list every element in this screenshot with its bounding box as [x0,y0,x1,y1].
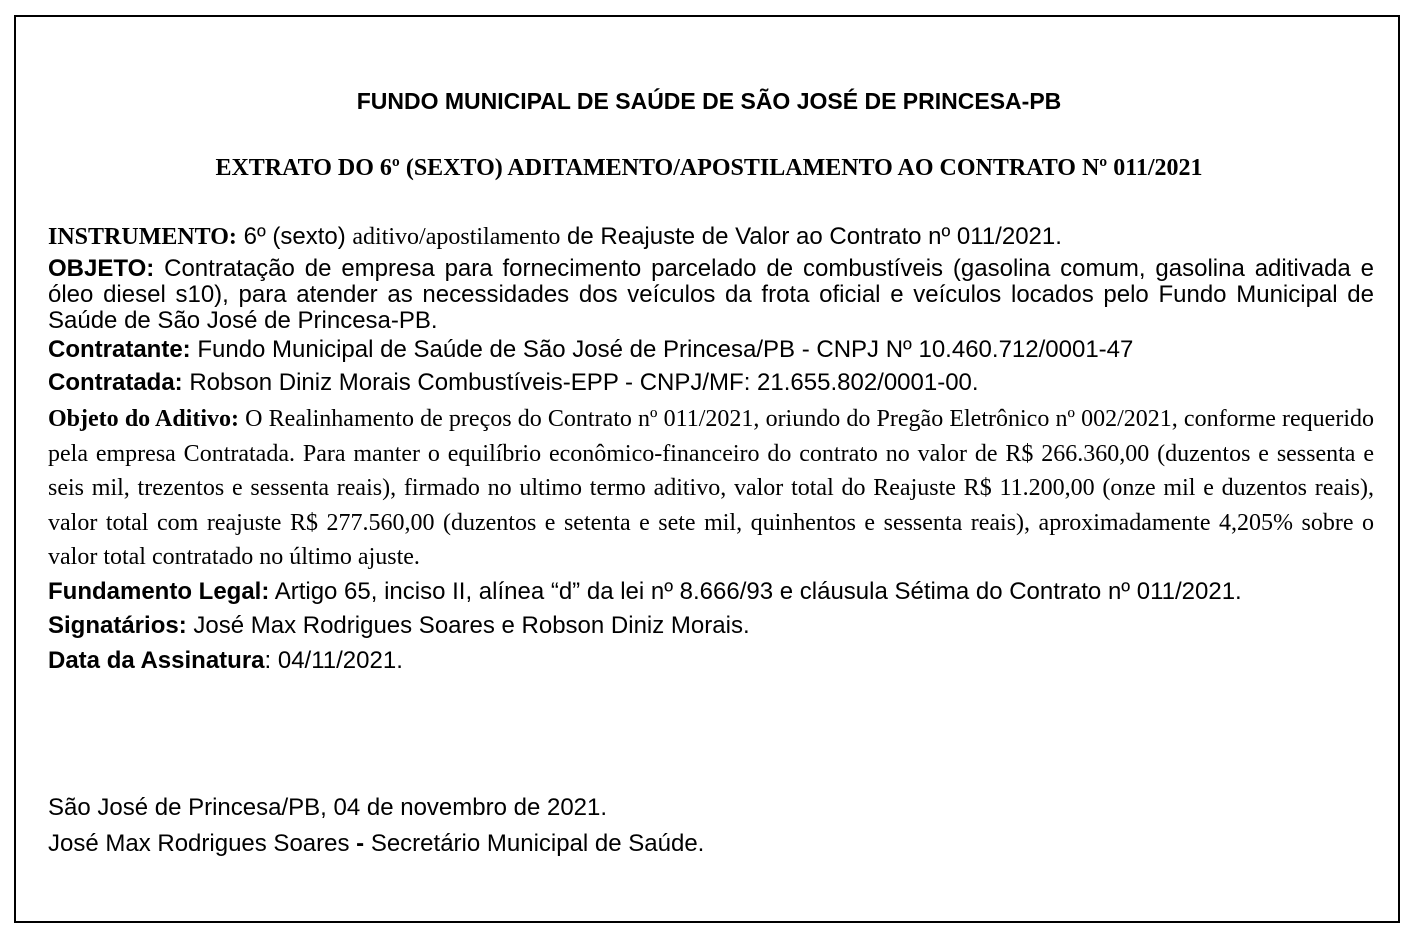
objeto-text: Contratação de empresa para fornecimento parcelado de combustíveis (gasolina comum, gasolina aditivada e óleo diesel s10), para atender as necessidades dos veículos da frota oficial e veículos locados pelo Fundo Municipal de Saúde de São José de Princesa-PB. [48,255,1374,334]
objeto-aditivo-paragraph [48,402,1374,575]
footer-place-date: São José de Princesa/PB, 04 de novembro de 2021. [48,794,608,821]
fundamento-label: Fundamento Legal: [48,577,270,605]
data-assinatura-paragraph [48,644,1374,678]
contratada-text: Robson Diniz Morais Combustíveis-EPP - CNPJ/MF: 21.655.802/0001-00. [182,369,979,396]
instrumento-label: INSTRUMENTO: [48,224,237,250]
data-assinatura-text: : 04/11/2021. [264,646,403,674]
instrumento-text-2: aditivo/apostilamento [352,224,561,250]
fundamento-text: Artigo 65, inciso II, alínea “d” da lei nº 8.666/93 e cláusula Sétima do Contrato nº 011/2021. [269,577,1242,605]
objeto-aditivo-text: O Realinhamento de preços do Contrato nº 011/2021, oriundo do Pregão Eletrônico nº 002/2021, conforme requerido pela empresa Contratada. Para manter o equilíbrio econômico-financeiro do contrato no valor de R$ 266.360,00 (duzentos e sessenta e seis mil, trezentos e sessenta reais), firmado no ultimo termo aditivo, valor total do Reajuste R$ 11.200,00 (onze mil e duzentos reais), valor total com reajuste R$ 277.560,00 (duzentos e setenta e sete mil, quinhentos e sessenta reais), aproximadamente 4,205% sobre o valor total contratado no último ajuste. [48,406,1374,570]
signatarios-paragraph [48,608,1374,644]
signatarios-label: Signatários: [48,611,187,639]
data-assinatura-label: Data da Assinatura [48,646,265,674]
contratada-label: Contratada: [48,369,183,396]
instrumento-text-3: de Reajuste de Valor ao Contrato nº 011/2021. [560,223,1062,250]
objeto-paragraph [48,256,1374,334]
contratante-label: Contratante: [48,336,191,363]
objeto-aditivo-label: Objeto do Aditivo: [48,406,239,432]
instrumento-text-1: 6º (sexto) [236,223,353,250]
footer-signature-line [48,826,704,862]
instrumento-paragraph [48,221,1374,256]
contratada-paragraph [48,366,1374,400]
document-footer [48,790,704,862]
objeto-label: OBJETO: [48,255,155,282]
document-title: FUNDO MUNICIPAL DE SAÚDE DE SÃO JOSÉ DE PRINCESA-PB [356,88,1062,114]
footer-separator: - [356,830,365,857]
document-subtitle: EXTRATO DO 6º (SEXTO) ADITAMENTO/APOSTILAMENTO AO CONTRATO Nº 011/2021 [215,155,1203,181]
footer-signer-role: Secretário Municipal de Saúde. [364,830,705,857]
footer-signer-name: José Max Rodrigues Soares [48,830,357,857]
fundamento-paragraph [48,576,1374,608]
document-body [48,221,1374,678]
signatarios-text: José Max Rodrigues Soares e Robson Diniz Morais. [186,611,750,639]
contratante-text: Fundo Municipal de Saúde de São José de Princesa/PB - CNPJ Nº 10.460.712/0001-47 [190,336,1134,363]
contratante-paragraph [48,334,1374,366]
